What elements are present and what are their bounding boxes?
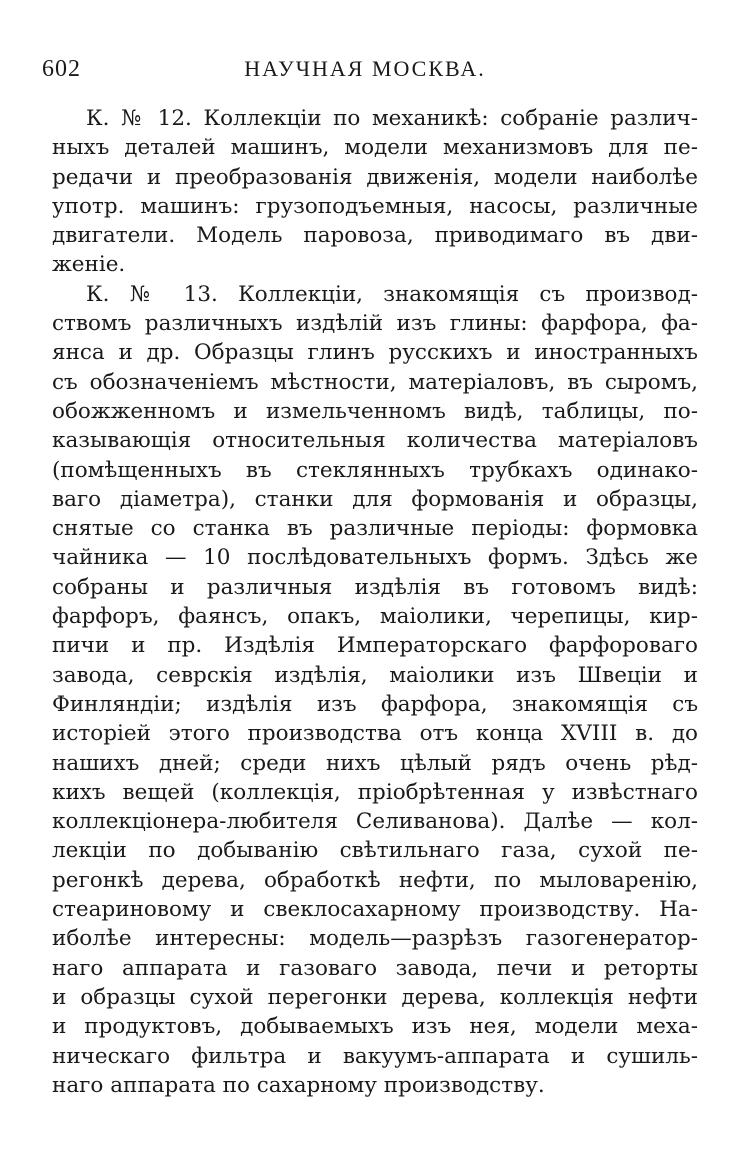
- text-line: женіе.: [52, 252, 126, 278]
- text-line: обожженномъ и измельченномъ видѣ, таблицы, по-: [52, 398, 698, 424]
- text-line: чайника — 10 послѣдовательныхъ формъ. Здѣсь же: [52, 545, 698, 571]
- text-line: К. № 13. Коллекціи, знакомящія съ производ-: [86, 281, 698, 307]
- text-line: Финляндіи; издѣлія изъ фарфора, знакомящія съ: [52, 691, 698, 717]
- text-line: нашихъ дней; среди нихъ цѣлый рядъ очень рѣд-: [52, 750, 698, 776]
- text-line: употр. машинъ: грузоподъемныя, насосы, различные: [52, 193, 698, 219]
- text-line: двигатели. Модель паровоза, приводимаго въ дви-: [52, 223, 698, 249]
- text-line: кихъ вещей (коллекція, пріобрѣтенная у извѣстнаго: [52, 779, 698, 805]
- text-line: ствомъ различныхъ издѣлій изъ глины: фарфора, фа-: [52, 311, 698, 337]
- text-line: стеариновому и свеклосахарному производству. На-: [52, 897, 698, 923]
- text-line: съ обозначеніемъ мѣстности, матеріаловъ, въ сыромъ,: [52, 369, 698, 395]
- text-line: казывающія относительныя количества матеріаловъ: [52, 428, 698, 454]
- page-number: 602: [42, 56, 81, 82]
- text-line: ныхъ деталей машинъ, модели механизмовъ для пе-: [52, 135, 698, 161]
- text-line: редачи и преобразованія движенія, модели наиболѣе: [52, 164, 698, 190]
- text-line: наго аппарата и газоваго завода, печи и реторты: [52, 955, 698, 981]
- text-line: коллекціонера-любителя Селиванова). Далѣе — кол-: [52, 809, 698, 835]
- text-line: снятые со станка въ различные періоды: формовка: [52, 516, 698, 542]
- text-line: К. № 12. Коллекціи по механикѣ: собраніе различ-: [86, 106, 698, 131]
- text-line: лекціи по добыванію свѣтильнаго газа, сухой пе-: [52, 838, 698, 864]
- body-text: [52, 104, 698, 1100]
- paragraph-collection-13: [52, 280, 698, 1100]
- running-head: НАУЧНАЯ МОСКВА.: [244, 56, 486, 81]
- text-line: ническаго фильтра и вакуумъ-аппарата и сушиль-: [52, 1043, 698, 1069]
- text-line: и образцы сухой перегонки дерева, коллекція нефти: [52, 984, 698, 1010]
- text-line: и продуктовъ, добываемыхъ изъ нея, модели меха-: [52, 1014, 698, 1040]
- text-line: исторіей этого производства отъ конца XVIII в. до: [52, 721, 698, 747]
- paragraph-collection-12: [52, 104, 698, 280]
- text-line: (помѣщенныхъ въ стеклянныхъ трубкахъ одинако-: [52, 457, 698, 483]
- text-line: пичи и пр. Издѣлія Императорскаго фарфороваго: [52, 633, 698, 659]
- text-line: завода, севрскія издѣлія, маіолики изъ Швеціи и: [52, 662, 698, 688]
- text-line: иболѣе интересны: модель—разрѣзъ газогенератор-: [52, 926, 698, 952]
- text-line: ваго діаметра), станки для формованія и образцы,: [52, 486, 698, 512]
- text-line: регонкѣ дерева, обработкѣ нефти, по мыловаренію,: [52, 867, 698, 893]
- text-line: фарфоръ, фаянсъ, опакъ, маіолики, черепицы, кир-: [52, 604, 698, 630]
- text-line: собраны и различныя издѣлія въ готовомъ видѣ:: [52, 574, 698, 600]
- text-line: янса и др. Образцы глинъ русскихъ и иностранныхъ: [52, 340, 698, 366]
- text-line: наго аппарата по сахарному производству.: [52, 1072, 545, 1098]
- page-header: [30, 56, 700, 90]
